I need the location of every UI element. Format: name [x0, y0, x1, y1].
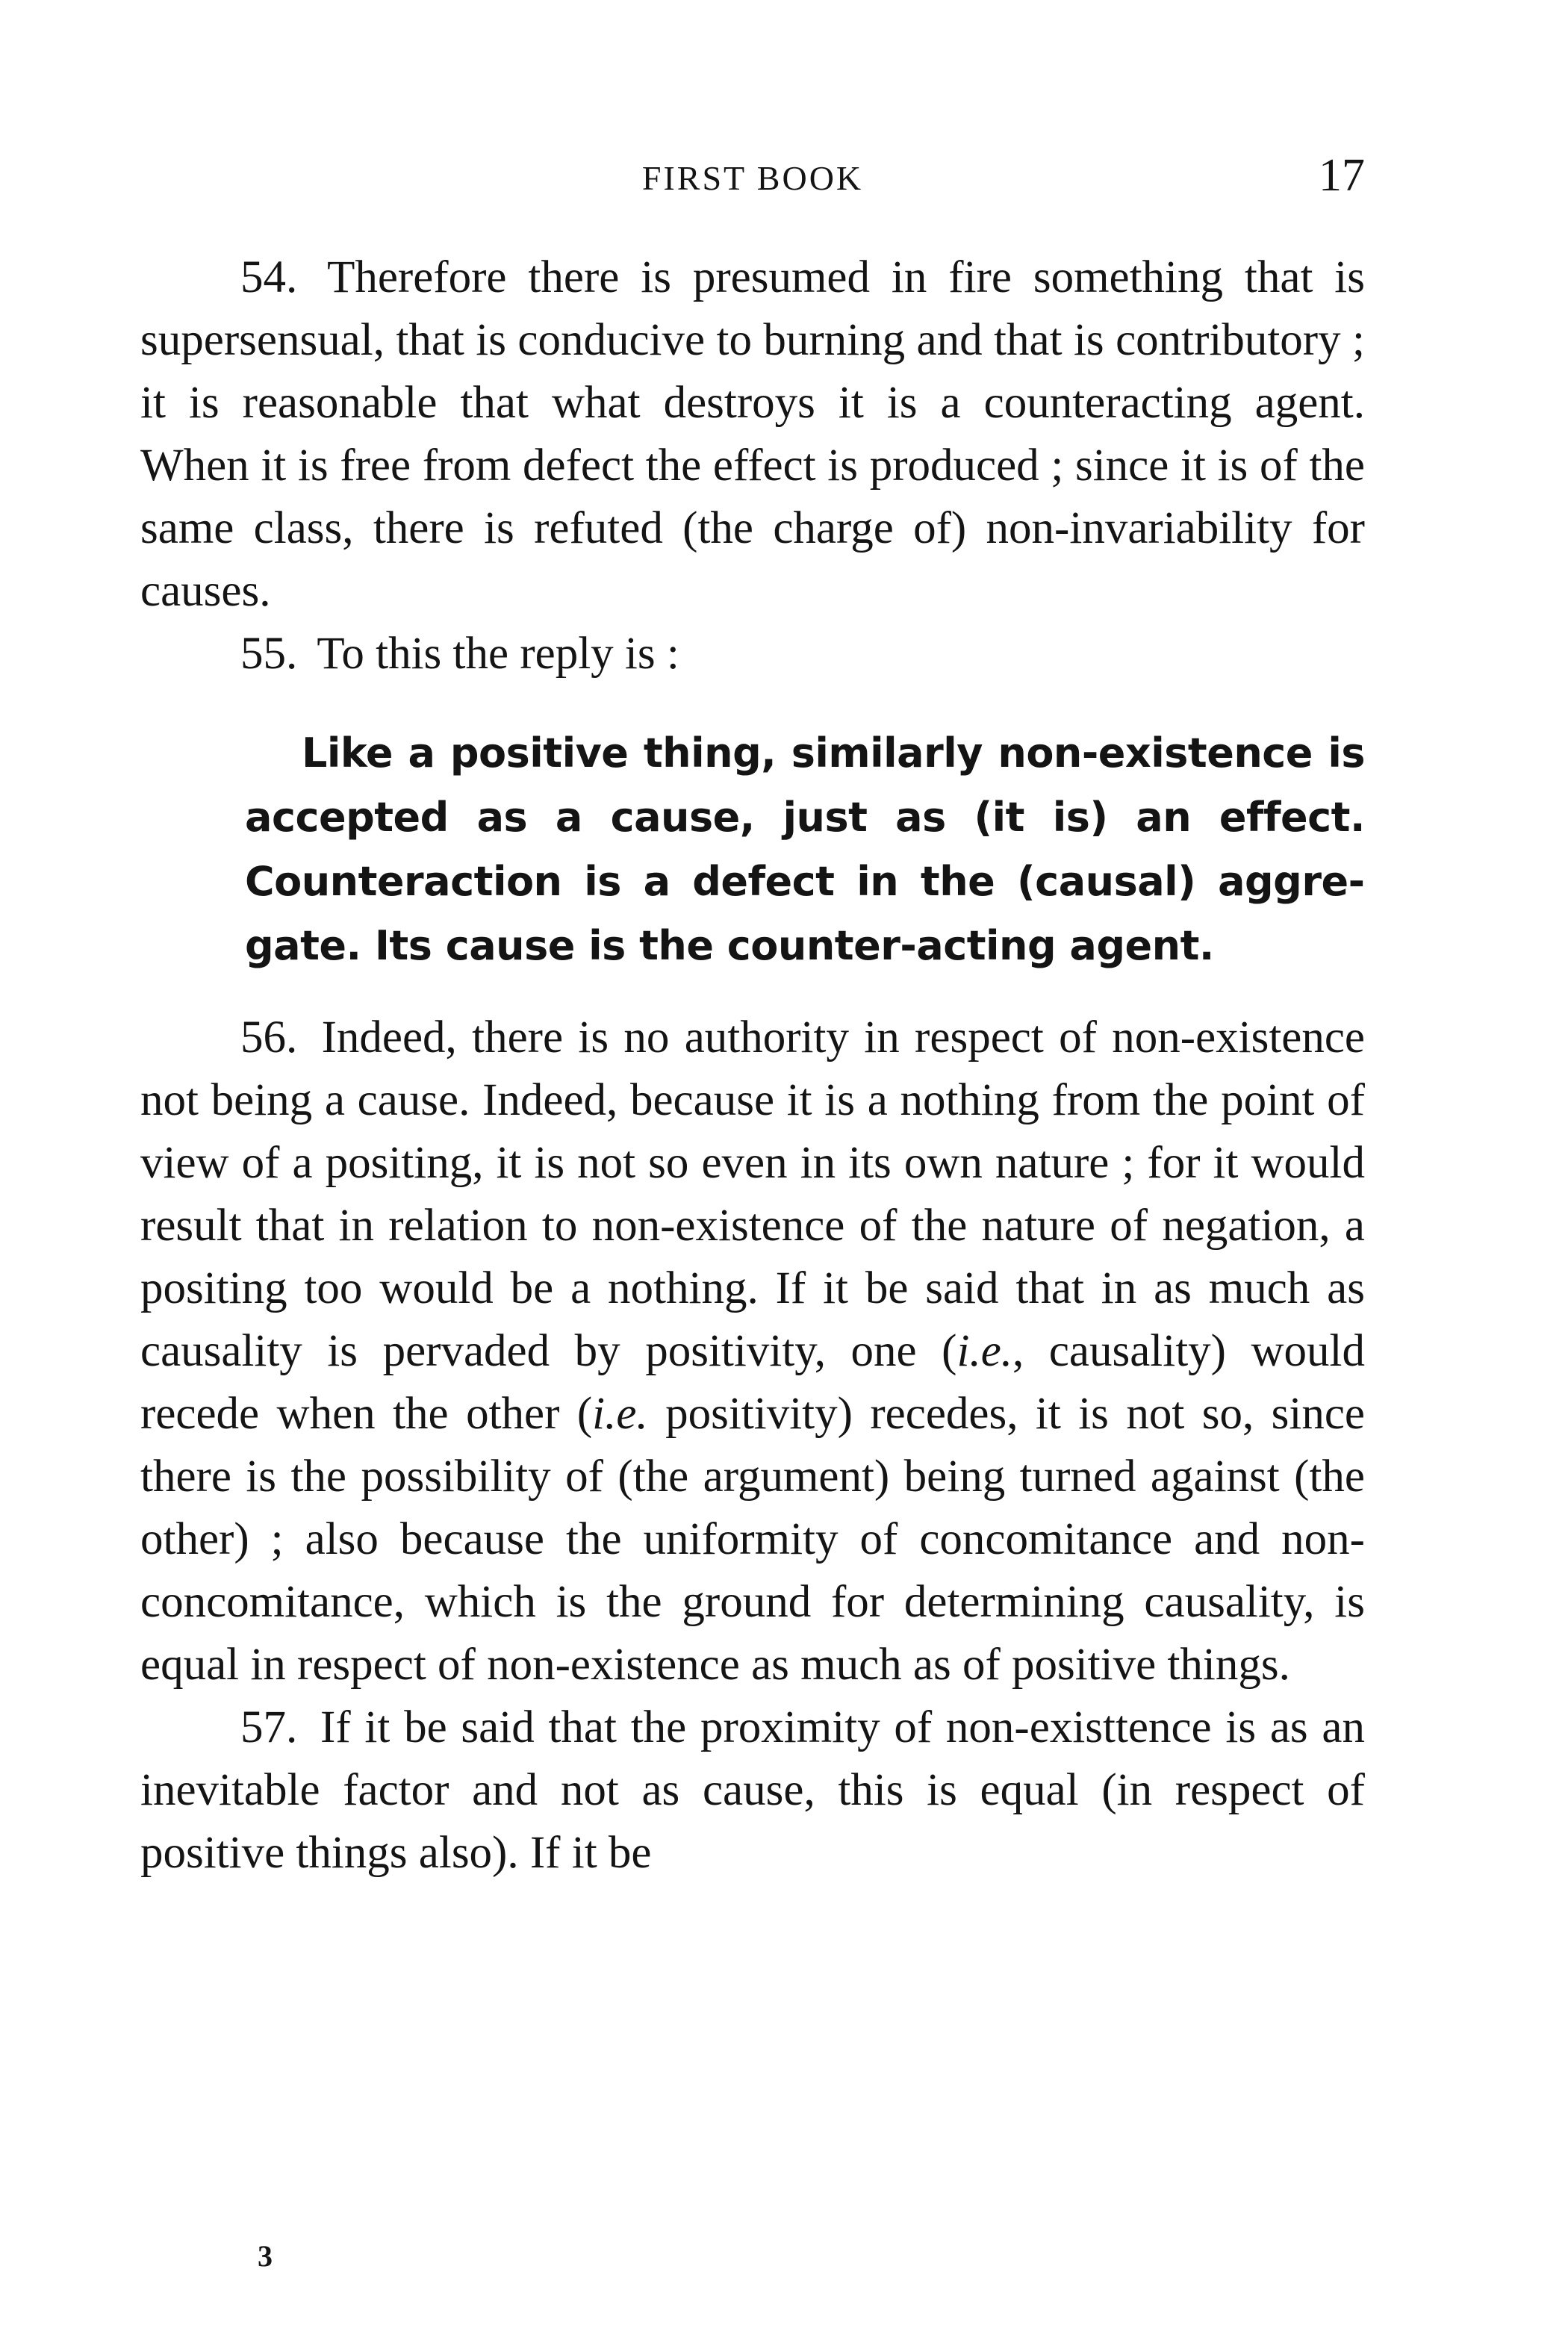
paragraph-text: If it be said that the proximity of non-existtence is as an inevitable factor and not as cause, this is equal (in respect of positive things also). If it be: [140, 1702, 1366, 1878]
paragraph-text: , causality) would recede when the other (: [140, 1326, 1366, 1439]
paragraph-number: 54.: [240, 252, 298, 302]
page-number: 17: [1319, 150, 1365, 201]
paragraph-number: 56.: [240, 1012, 298, 1063]
paragraph-text: Therefore there is presumed in fire something that is supersensual, that is conducive to burning and that is contributory ; it is reasonable that what destroys it is a counteracting agent. When it is free from defect the effect is produced ; since it is of the same class, there is refuted (the charge of) non-invariability for causes.: [140, 252, 1365, 616]
paragraph-number: 57.: [240, 1702, 298, 1752]
paragraph-55: [140, 623, 1365, 685]
abbreviation-ie: i.e.: [592, 1389, 648, 1439]
paragraph-text: Indeed, there is no authority in respect of non-existence not being a cause. Indeed, because it is a nothing from the point of view of a positing, it is not so even in its own nature ; for it would result that in relation to non-existence of the nature of negation, a positing too would be a nothing. If it be said that in as much as causality is pervaded by positivity, one (: [140, 1012, 1366, 1376]
paragraph-text: positivity) recedes, it is not so, since there is the possibility of (the argument) being turned against (the other) ; also because the uniformity of concomitance and non-concomitance, which is the ground for determining causality, is equal in respect of non-existence as much as of positive things.: [140, 1389, 1365, 1690]
paragraph-57: [140, 1696, 1365, 1885]
verse-block: Like a positive thing, similarly non-existence is accepted as a cause, just as (it is) an effect. Counteraction is a defect in the (causal) aggregate. Its cause is the counter-acting agent.: [245, 729, 1365, 969]
running-title: FIRST BOOK: [641, 159, 864, 197]
abbreviation-ie: i.e.: [956, 1326, 1013, 1376]
paragraph-text: To this the reply is :: [317, 629, 679, 679]
running-head: [140, 149, 1365, 202]
signature-mark: 3: [258, 2239, 273, 2273]
paragraph-number: 55.: [240, 629, 298, 679]
body-text: [140, 246, 1365, 1885]
paragraph-54: [140, 246, 1365, 623]
paragraph-56: [140, 1007, 1365, 1696]
